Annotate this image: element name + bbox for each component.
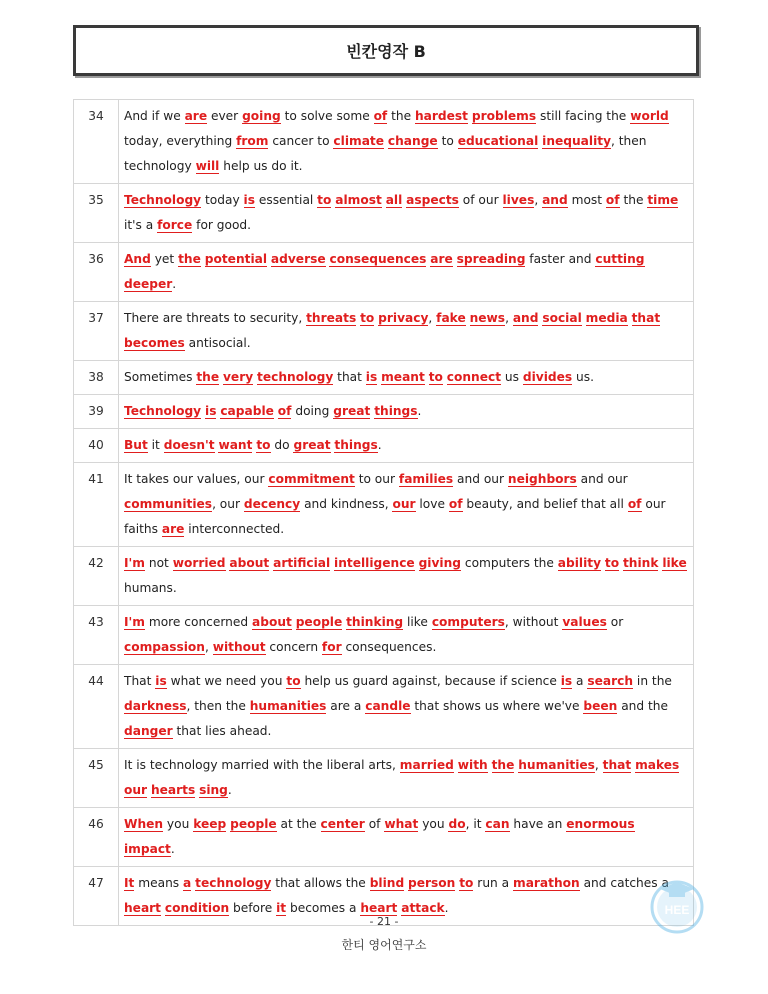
blank-answer: time — [647, 193, 679, 207]
blank-answer: I'm — [124, 556, 145, 570]
blank-answer: threats — [306, 311, 357, 325]
blank-answer: problems — [471, 109, 537, 123]
sentence-fragment: essential — [254, 193, 318, 207]
sentence-fragment: the — [387, 109, 415, 123]
blank-answer: intelligence — [334, 556, 415, 570]
blank-answer: marathon — [513, 876, 580, 890]
blank-answer: what — [384, 817, 419, 831]
blank-answer: commitment — [268, 472, 355, 486]
sentence-text — [119, 395, 694, 429]
table-row — [74, 302, 694, 361]
sentence-fragment: or — [606, 615, 624, 629]
sentence-fragment: that lies ahead. — [172, 724, 272, 738]
blank-answer: for — [321, 640, 342, 654]
sentence-fragment: that shows us where we've — [410, 699, 584, 713]
blank-answer: blind — [369, 876, 405, 890]
sentence-fragment: means — [134, 876, 184, 890]
blank-answer: impact — [124, 842, 171, 856]
sentence-fragment: us — [501, 370, 523, 384]
sentence-text — [119, 302, 694, 361]
blank-answer: the — [196, 370, 220, 384]
blank-answer: computers — [431, 615, 505, 629]
blank-answer: about — [229, 556, 270, 570]
blank-answer: and — [542, 193, 568, 207]
sentence-fragment: love — [415, 497, 449, 511]
blank-answer: technology — [257, 370, 334, 384]
sentence-number: 43 — [74, 606, 119, 665]
sentence-fragment — [488, 758, 492, 772]
sentence-fragment: of — [364, 817, 385, 831]
blank-answer: capable — [220, 404, 274, 418]
blank-answer: enormous — [566, 817, 635, 831]
blank-answer: married — [399, 758, 454, 772]
blank-answer: educational — [457, 134, 539, 148]
sentence-fragment: and the — [617, 699, 669, 713]
sentence-fragment: That — [124, 674, 156, 688]
blank-answer: adverse — [270, 252, 326, 266]
sentence-fragment: today — [201, 193, 244, 207]
sentence-fragment: . — [227, 783, 232, 797]
sentence-text — [119, 184, 694, 243]
blank-answer: is — [243, 193, 255, 207]
sentence-fragment: still facing the — [536, 109, 631, 123]
blank-answer: neighbors — [507, 472, 577, 486]
sentence-fragment: our faiths — [124, 497, 666, 536]
blank-answer: giving — [418, 556, 461, 570]
blank-answer: heart — [124, 901, 162, 915]
sentence-fragment: There are threats to security, — [124, 311, 307, 325]
sentence-fragment: it — [147, 438, 164, 452]
table-row — [74, 184, 694, 243]
sentence-number: 36 — [74, 243, 119, 302]
hee-logo — [648, 876, 706, 934]
table-row — [74, 361, 694, 395]
blank-answer: aspects — [406, 193, 459, 207]
blank-answer: of — [373, 109, 388, 123]
blank-answer: is — [155, 674, 167, 688]
sentence-fragment: It takes our values, our — [124, 472, 269, 486]
sentence-fragment: us. — [572, 370, 594, 384]
sentence-number: 44 — [74, 665, 119, 749]
blank-answer: meant — [381, 370, 425, 384]
blank-answer: darkness — [124, 699, 187, 713]
sentence-fragment: . — [377, 438, 382, 452]
sentence-fragment: like — [403, 615, 432, 629]
blank-answer: great — [333, 404, 371, 418]
blank-answer: want — [218, 438, 253, 452]
blank-answer: all — [385, 193, 403, 207]
sentence-fragment: , — [534, 193, 543, 207]
blank-answer: I'm — [124, 615, 145, 629]
sentence-number: 38 — [74, 361, 119, 395]
blank-answer: divides — [522, 370, 573, 384]
sentence-fragment: help us do it. — [219, 159, 303, 173]
blank-answer: to — [604, 556, 620, 570]
sentence-fragment: doing — [291, 404, 334, 418]
sentence-text — [119, 361, 694, 395]
blank-answer: a — [183, 876, 192, 890]
sentence-fragment: most — [567, 193, 606, 207]
sentence-fragment: help us guard against, because if science — [300, 674, 561, 688]
blank-answer: danger — [124, 724, 173, 738]
blank-answer: makes — [635, 758, 680, 772]
blank-answer: Technology — [124, 193, 202, 207]
sentence-fragment: to our — [354, 472, 399, 486]
blank-answer: becomes — [124, 336, 185, 350]
blank-answer: our — [392, 497, 416, 511]
blank-answer: are — [161, 522, 185, 536]
sentence-fragment: for good. — [192, 218, 252, 232]
blank-answer: humanities — [518, 758, 595, 772]
sentence-text — [119, 429, 694, 463]
blank-answer: that — [602, 758, 632, 772]
blank-answer: things — [334, 438, 378, 452]
blank-answer: communities — [124, 497, 213, 511]
blank-answer: force — [157, 218, 193, 232]
blank-answer: media — [585, 311, 628, 325]
sentence-number: 47 — [74, 867, 119, 926]
blank-answer: going — [242, 109, 281, 123]
blank-answer: are — [184, 109, 208, 123]
blank-answer: world — [630, 109, 669, 123]
blank-answer: that — [631, 311, 661, 325]
sentence-fragment: that allows the — [271, 876, 370, 890]
sentence-text — [119, 665, 694, 749]
sentence-number: 46 — [74, 808, 119, 867]
sentence-fragment: what we need you — [166, 674, 287, 688]
logo-text: HEE — [664, 903, 690, 917]
sentence-fragment: and kindness, — [300, 497, 393, 511]
blank-answer: attack — [401, 901, 445, 915]
blank-answer: hearts — [150, 783, 196, 797]
blank-answer: things — [374, 404, 418, 418]
blank-answer: the — [178, 252, 201, 266]
blank-answer: decency — [243, 497, 301, 511]
blank-answer: worried — [172, 556, 226, 570]
sentence-fragment: , — [505, 311, 513, 325]
blank-answer: with — [457, 758, 488, 772]
table-row — [74, 547, 694, 606]
sentence-table — [73, 99, 694, 926]
blank-answer: the — [491, 758, 515, 772]
sentence-fragment: Sometimes — [124, 370, 197, 384]
sentence-text — [119, 808, 694, 867]
table-row — [74, 100, 694, 184]
blank-answer: of — [277, 404, 292, 418]
blank-answer: is — [365, 370, 378, 384]
sentence-fragment: computers the — [461, 556, 558, 570]
blank-answer: news — [469, 311, 506, 325]
blank-answer: And — [124, 252, 151, 266]
blank-answer: do — [448, 817, 466, 831]
blank-answer: sing — [199, 783, 228, 797]
sentence-fragment: , it — [465, 817, 486, 831]
blank-answer: change — [387, 134, 438, 148]
footer-organization: 한티 영어연구소 — [341, 938, 427, 952]
blank-answer: hardest — [415, 109, 468, 123]
sentence-fragment: interconnected. — [184, 522, 285, 536]
sentence-fragment: and our — [453, 472, 508, 486]
blank-answer: compassion — [124, 640, 205, 654]
sentence-fragment: , without — [504, 615, 563, 629]
sentence-fragment: the — [619, 193, 648, 207]
blank-answer: people — [295, 615, 343, 629]
sentence-fragment: , — [204, 640, 213, 654]
blank-answer: to — [256, 438, 271, 452]
blank-answer: search — [587, 674, 634, 688]
blank-answer: spreading — [456, 252, 526, 266]
blank-answer: been — [583, 699, 618, 713]
blank-answer: our — [124, 783, 148, 797]
sentence-number: 37 — [74, 302, 119, 361]
sentence-fragment: in the — [633, 674, 672, 688]
sentence-text — [119, 243, 694, 302]
blank-answer: of — [627, 497, 642, 511]
page-title: 빈칸영작 B — [73, 25, 699, 76]
sentence-fragment: . — [417, 404, 422, 418]
blank-answer: keep — [193, 817, 227, 831]
sentence-fragment: , — [428, 311, 437, 325]
sentence-fragment: . — [170, 842, 175, 856]
table-row — [74, 606, 694, 665]
sentence-text — [119, 547, 694, 606]
sentence-fragment: not — [144, 556, 173, 570]
sentence-fragment: antisocial. — [184, 336, 251, 350]
blank-answer: climate — [333, 134, 385, 148]
blank-answer: can — [485, 817, 510, 831]
blank-answer: is — [560, 674, 573, 688]
sentence-fragment: concern — [265, 640, 322, 654]
blank-answer: cutting — [595, 252, 645, 266]
blank-answer: social — [542, 311, 582, 325]
blank-answer: about — [252, 615, 292, 629]
sentence-fragment: And if we — [124, 109, 185, 123]
sentence-fragment: faster and — [525, 252, 596, 266]
sentence-fragment: you — [418, 817, 449, 831]
blank-answer: it — [276, 901, 287, 915]
blank-answer: lives — [502, 193, 535, 207]
sentence-fragment: run a — [473, 876, 513, 890]
sentence-number: 39 — [74, 395, 119, 429]
blank-answer: deeper — [124, 277, 173, 291]
blank-answer: without — [212, 640, 266, 654]
blank-answer: connect — [446, 370, 502, 384]
sentence-fragment: . — [444, 901, 449, 915]
sentence-text — [119, 463, 694, 547]
table-row — [74, 463, 694, 547]
sentence-fragment: that — [333, 370, 366, 384]
sentence-fragment: of our — [458, 193, 503, 207]
sentence-number: 41 — [74, 463, 119, 547]
page-number: - 21 - — [369, 915, 399, 928]
sentence-fragment: It is technology married with the liberal arts, — [124, 758, 400, 772]
sentence-fragment: beauty, and belief that all — [462, 497, 628, 511]
sentence-text — [119, 100, 694, 184]
blank-answer: are — [430, 252, 453, 266]
blank-answer: is — [205, 404, 217, 418]
blank-answer: families — [398, 472, 454, 486]
sentence-number: 34 — [74, 100, 119, 184]
sentence-fragment: becomes a — [286, 901, 361, 915]
sentence-fragment: , then technology — [124, 134, 647, 173]
sentence-number: 35 — [74, 184, 119, 243]
sentence-text — [119, 749, 694, 808]
table-row — [74, 429, 694, 463]
sentence-fragment: cancer to — [268, 134, 334, 148]
sentence-number: 45 — [74, 749, 119, 808]
table-row — [74, 808, 694, 867]
blank-answer: It — [124, 876, 135, 890]
blank-answer: technology — [195, 876, 272, 890]
sentence-text — [119, 606, 694, 665]
blank-answer: consequences — [329, 252, 427, 266]
sentence-fragment: do — [270, 438, 294, 452]
blank-answer: very — [222, 370, 254, 384]
sentence-fragment: it's a — [124, 218, 158, 232]
sentence-fragment: consequences. — [341, 640, 437, 654]
blank-answer: person — [408, 876, 456, 890]
blank-answer: condition — [164, 901, 230, 915]
blank-answer: will — [195, 159, 220, 173]
sentence-fragment: today, everything — [124, 134, 237, 148]
blank-answer: When — [124, 817, 164, 831]
blank-answer: almost — [335, 193, 382, 207]
sentence-number: 42 — [74, 547, 119, 606]
blank-answer: to — [360, 311, 375, 325]
blank-answer: from — [236, 134, 269, 148]
blank-answer: like — [662, 556, 687, 570]
blank-answer: artificial — [273, 556, 331, 570]
sentence-fragment: , then the — [186, 699, 250, 713]
sentence-fragment: ever — [207, 109, 243, 123]
blank-answer: potential — [204, 252, 268, 266]
blank-answer: and — [512, 311, 539, 325]
blank-answer: great — [293, 438, 331, 452]
sentence-fragment: have an — [509, 817, 567, 831]
sentence-fragment: at the — [276, 817, 321, 831]
blank-answer: fake — [436, 311, 466, 325]
sentence-fragment: . — [172, 277, 177, 291]
sentence-fragment: are a — [326, 699, 366, 713]
sentence-fragment: , our — [212, 497, 244, 511]
blank-answer: values — [562, 615, 607, 629]
sentence-fragment: and our — [576, 472, 628, 486]
sentence-fragment — [415, 556, 419, 570]
blank-answer: inequality — [542, 134, 612, 148]
blank-answer: candle — [365, 699, 411, 713]
blank-answer: to — [286, 674, 301, 688]
sentence-fragment: more concerned — [144, 615, 252, 629]
blank-answer: to — [428, 370, 443, 384]
table-row — [74, 395, 694, 429]
sentence-fragment: to solve some — [280, 109, 374, 123]
blank-answer: to — [459, 876, 474, 890]
sentence-number: 40 — [74, 429, 119, 463]
blank-answer: heart — [360, 901, 398, 915]
sentence-fragment: a — [572, 674, 588, 688]
blank-answer: thinking — [346, 615, 404, 629]
table-row — [74, 749, 694, 808]
sentence-fragment: to — [437, 134, 458, 148]
blank-answer: think — [622, 556, 659, 570]
blank-answer: doesn't — [163, 438, 215, 452]
blank-answer: people — [230, 817, 277, 831]
blank-answer: privacy — [378, 311, 429, 325]
blank-answer: humanities — [249, 699, 327, 713]
blank-answer: But — [124, 438, 148, 452]
table-row — [74, 243, 694, 302]
blank-answer: Technology — [124, 404, 202, 418]
sentence-fragment: you — [163, 817, 194, 831]
table-row — [74, 665, 694, 749]
sentence-fragment: humans. — [124, 581, 177, 595]
blank-answer: ability — [557, 556, 602, 570]
blank-answer: to — [317, 193, 332, 207]
sentence-fragment: , — [594, 758, 603, 772]
sentence-fragment: before — [229, 901, 277, 915]
sentence-fragment: yet — [150, 252, 179, 266]
sentence-fragment: and catches a — [579, 876, 669, 890]
blank-answer: of — [605, 193, 620, 207]
blank-answer: center — [320, 817, 365, 831]
blank-answer: of — [448, 497, 463, 511]
